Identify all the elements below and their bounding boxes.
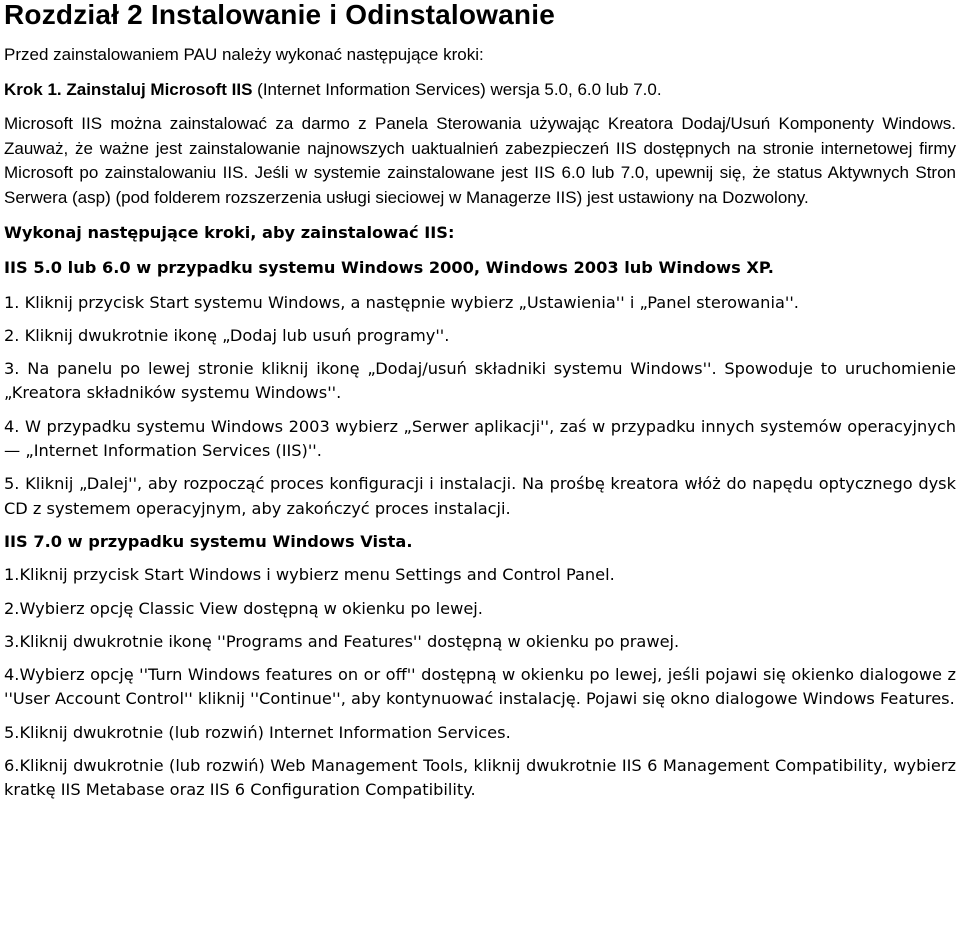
steps-heading: Wykonaj następujące kroki, aby zainstalować IIS: bbox=[4, 223, 455, 242]
iis5-step-4: 4. W przypadku systemu Windows 2003 wybierz „Serwer aplikacji'', zaś w przypadku innych systemów operacyjnych — „Internet Information Services (IIS)''. bbox=[4, 416, 956, 461]
intro-text: Przed zainstalowaniem PAU należy wykonać następujące kroki: bbox=[4, 45, 484, 64]
iis5-step-5: 5. Kliknij „Dalej'', aby rozpocząć proces konfiguracji i instalacji. Na prośbę kreatora włóż do napędu optycznego dysk CD z systemem operacyjnym, aby zakończyć proces instalacji. bbox=[4, 474, 956, 518]
iis7-step-5: 5.Kliknij dwukrotnie (lub rozwiń) Internet Information Services. bbox=[4, 722, 511, 742]
chapter-title: Rozdział 2 Instalowanie i Odinstalowanie bbox=[4, 0, 555, 30]
iis5-step-2: 2. Kliknij dwukrotnie ikonę „Dodaj lub usuń programy''. bbox=[4, 325, 450, 345]
iis-paragraph-part2: Zauważ, że ważne jest zainstalowanie najnowszych uaktualnień zabezpieczeń IIS dostępnych na stronie internetowej firmy Microsoft po zainstalowaniu IIS. Jeśli w systemie zainstalowane jest IIS 6.0 lub 7.0, upewnij się, że status Aktywnych Stron Serwera (asp) (pod folderem rozszerzenia usługi sieciowej w Managerze IIS) jest ustawiony na Dozwolony. bbox=[4, 138, 956, 207]
iis7-step-6: 6.Kliknij dwukrotnie (lub rozwiń) Web Management Tools, kliknij dwukrotnie IIS 6 Management Compatibility, wybierz kratkę IIS Metabase oraz IIS 6 Configuration Compatibility. bbox=[4, 756, 956, 800]
step1-line bbox=[4, 80, 956, 100]
iis7-step-3: 3.Kliknij dwukrotnie ikonę ''Programs and Features'' dostępną w okienku po prawej. bbox=[4, 631, 680, 651]
step1-bold: Krok 1. Zainstaluj Microsoft IIS bbox=[4, 80, 253, 99]
iis-paragraph-part1: Microsoft IIS można zainstalować za darmo z Panela Sterowania używając Kreatora Dodaj/Usuń Komponenty Windows. bbox=[4, 114, 956, 133]
iis5-step-1: 1. Kliknij przycisk Start systemu Windows, a następnie wybierz „Ustawienia'' i „Panel sterowania''. bbox=[4, 292, 799, 312]
iis7-heading: IIS 7.0 w przypadku systemu Windows Vista. bbox=[4, 531, 413, 551]
iis7-step-2: 2.Wybierz opcję Classic View dostępną w okienku po lewej. bbox=[4, 598, 483, 618]
iis5-heading: IIS 5.0 lub 6.0 w przypadku systemu Windows 2000, Windows 2003 lub Windows XP. bbox=[4, 258, 774, 278]
iis5-step-3: 3. Na panelu po lewej stronie kliknij ikonę „Dodaj/usuń składniki systemu Windows''. Spowoduje to uruchomienie „Kreatora składników systemu Windows''. bbox=[4, 359, 956, 403]
iis7-step-4: 4.Wybierz opcję ''Turn Windows features on or off'' dostępną w okienku po lewej, jeśli pojawi się okienko dialogowe z ''User Account Control'' kliknij ''Continue'', aby kontynuować instalację. Pojawi się okno dialogowe Windows Features. bbox=[4, 665, 956, 709]
iis7-step-1: 1.Kliknij przycisk Start Windows i wybierz menu Settings and Control Panel. bbox=[4, 565, 615, 585]
iis-paragraph bbox=[4, 112, 956, 210]
step1-rest: (Internet Information Services) wersja 5.0, 6.0 lub 7.0. bbox=[252, 80, 662, 99]
